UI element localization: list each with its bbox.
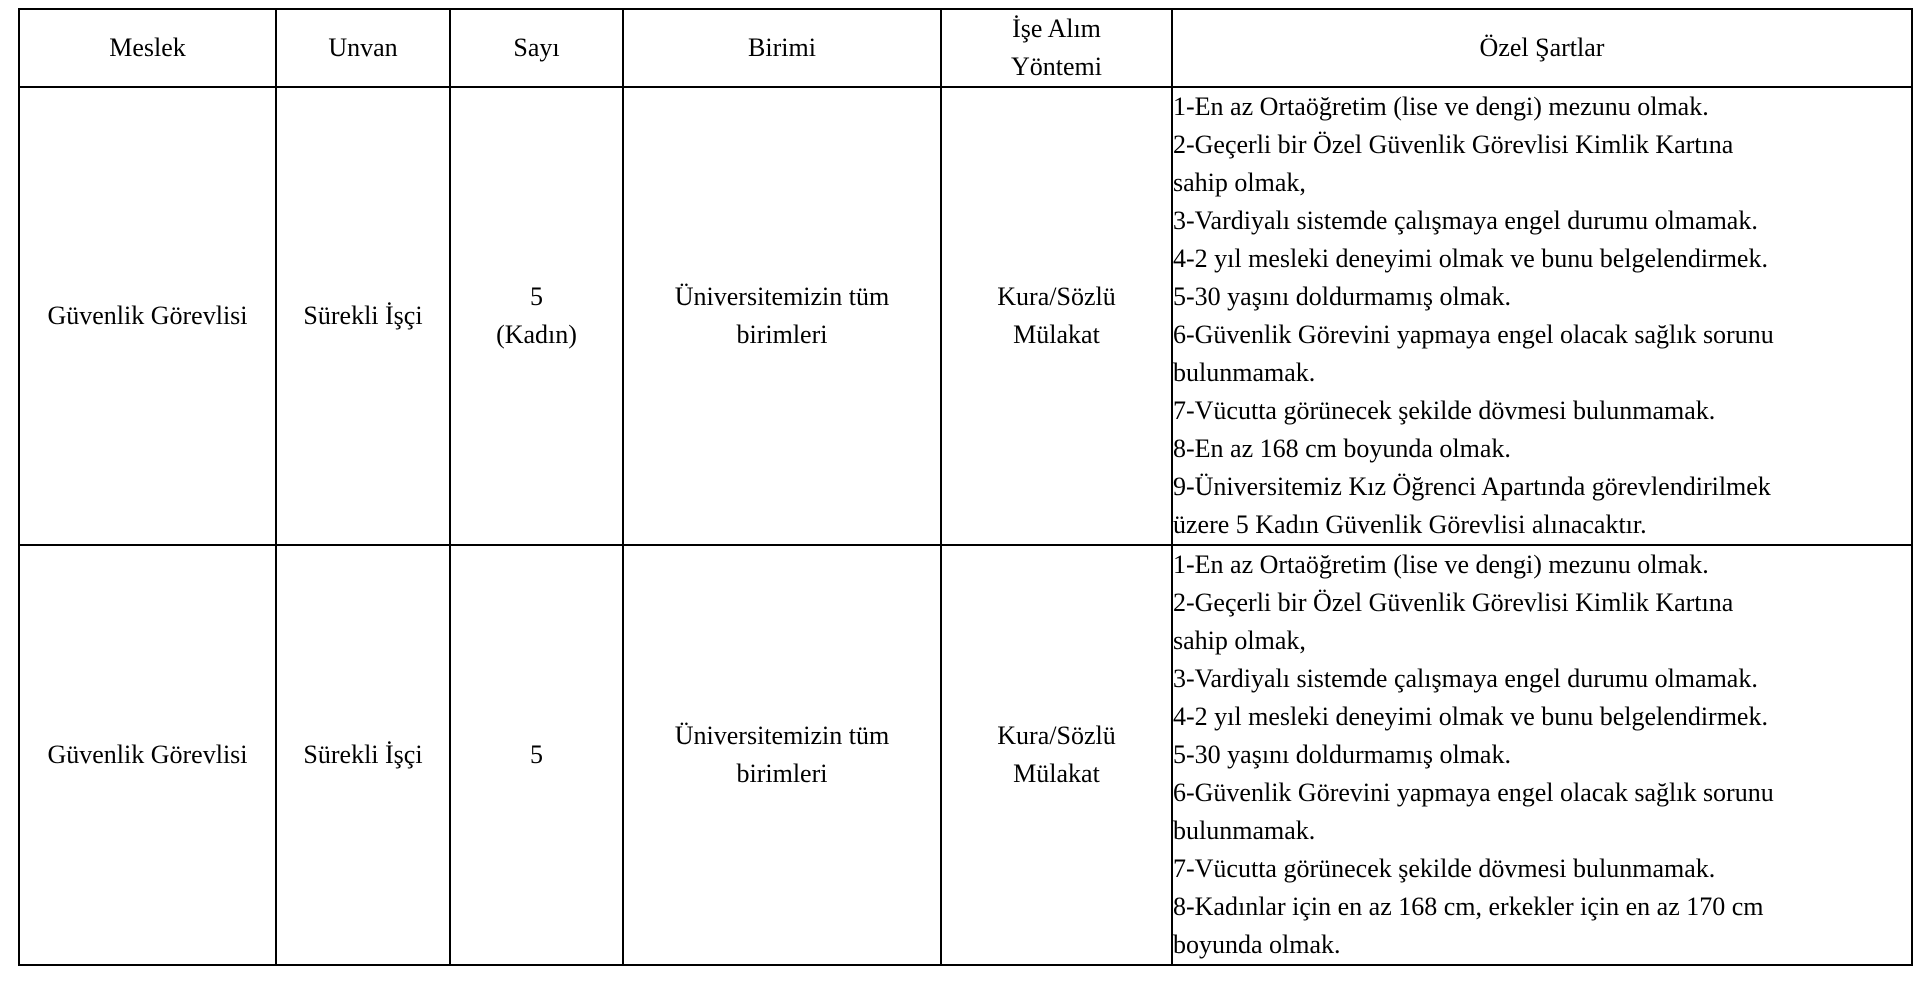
cell-ozel-sartlar: [1172, 545, 1912, 965]
requirement-line: 6-Güvenlik Görevini yapmaya engel olacak sağlık sorunu: [1173, 320, 1774, 349]
requirement-line: 3-Vardiyalı sistemde çalışmaya engel durumu olmamak.: [1173, 206, 1758, 235]
requirement-line: üzere 5 Kadın Güvenlik Görevlisi alınacaktır.: [1173, 510, 1647, 539]
requirement-line: boyunda olmak.: [1173, 930, 1341, 959]
cell-meslek: Güvenlik Görevlisi: [19, 87, 276, 545]
header-meslek: Meslek: [19, 9, 276, 87]
job-requirements-table: [18, 8, 1913, 966]
cell-ozel-sartlar: [1172, 87, 1912, 545]
cell-yontem-line1: Kura/Sözlü: [997, 282, 1116, 311]
requirement-line: sahip olmak,: [1173, 168, 1306, 197]
requirement-line: 4-2 yıl mesleki deneyimi olmak ve bunu belgelendirmek.: [1173, 702, 1768, 731]
requirement-line: 5-30 yaşını doldurmamış olmak.: [1173, 282, 1511, 311]
requirement-line: 6-Güvenlik Görevini yapmaya engel olacak sağlık sorunu: [1173, 778, 1774, 807]
cell-birimi-line2: birimleri: [736, 320, 828, 349]
requirement-line: 7-Vücutta görünecek şekilde dövmesi bulunmamak.: [1173, 854, 1716, 883]
header-unvan: Unvan: [276, 9, 450, 87]
cell-yontem: [941, 87, 1172, 545]
cell-yontem-line1: Kura/Sözlü: [997, 721, 1116, 750]
cell-sayi-count: 5: [530, 740, 543, 769]
requirement-line: 4-2 yıl mesleki deneyimi olmak ve bunu belgelendirmek.: [1173, 244, 1768, 273]
header-ozel-sartlar: Özel Şartlar: [1172, 9, 1912, 87]
header-row: [19, 9, 1912, 87]
cell-sayi-count: 5: [530, 282, 543, 311]
requirement-line: 2-Geçerli bir Özel Güvenlik Görevlisi Kimlik Kartına: [1173, 588, 1734, 617]
cell-birimi-line2: birimleri: [736, 759, 828, 788]
table-row: [19, 545, 1912, 965]
requirement-line: 3-Vardiyalı sistemde çalışmaya engel durumu olmamak.: [1173, 664, 1758, 693]
cell-sayi-note: (Kadın): [496, 320, 577, 349]
requirement-line: 8-En az 168 cm boyunda olmak.: [1173, 434, 1511, 463]
requirement-line: 1-En az Ortaöğretim (lise ve dengi) mezunu olmak.: [1173, 550, 1709, 579]
requirement-line: 2-Geçerli bir Özel Güvenlik Görevlisi Kimlik Kartına: [1173, 130, 1734, 159]
cell-yontem-line2: Mülakat: [1013, 320, 1100, 349]
header-ise-alim-line1: İşe Alım: [1012, 14, 1101, 43]
cell-unvan: Sürekli İşçi: [276, 87, 450, 545]
cell-birimi-line1: Üniversitemizin tüm: [674, 282, 890, 311]
cell-unvan: Sürekli İşçi: [276, 545, 450, 965]
header-ise-alim-line2: Yöntemi: [1011, 52, 1102, 81]
cell-birimi: [623, 87, 941, 545]
requirement-line: 5-30 yaşını doldurmamış olmak.: [1173, 740, 1511, 769]
cell-birimi-line1: Üniversitemizin tüm: [674, 721, 890, 750]
requirement-line: 9-Üniversitemiz Kız Öğrenci Apartında görevlendirilmek: [1173, 472, 1771, 501]
cell-birimi: [623, 545, 941, 965]
requirement-line: 7-Vücutta görünecek şekilde dövmesi bulunmamak.: [1173, 396, 1716, 425]
requirement-line: 1-En az Ortaöğretim (lise ve dengi) mezunu olmak.: [1173, 92, 1709, 121]
header-sayi: Sayı: [450, 9, 623, 87]
cell-yontem-line2: Mülakat: [1013, 759, 1100, 788]
table-row: [19, 87, 1912, 545]
requirement-line: sahip olmak,: [1173, 626, 1306, 655]
header-ise-alim-yontemi: [941, 9, 1172, 87]
requirement-line: 8-Kadınlar için en az 168 cm, erkekler için en az 170 cm: [1173, 892, 1764, 921]
requirement-line: bulunmamak.: [1173, 358, 1316, 387]
cell-meslek: Güvenlik Görevlisi: [19, 545, 276, 965]
cell-yontem: [941, 545, 1172, 965]
requirement-line: bulunmamak.: [1173, 816, 1316, 845]
header-birimi: Birimi: [623, 9, 941, 87]
cell-sayi: [450, 87, 623, 545]
cell-sayi: [450, 545, 623, 965]
